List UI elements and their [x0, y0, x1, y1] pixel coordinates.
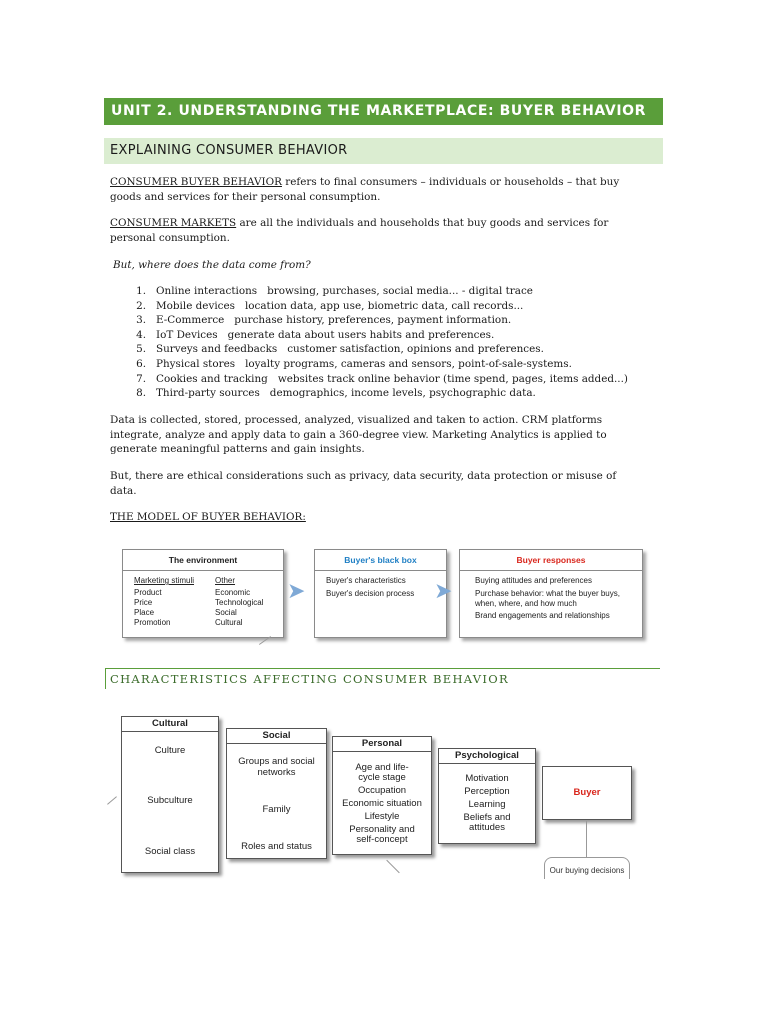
buyer-label: Buyer: [573, 787, 601, 798]
personal-item: Personality and: [349, 824, 415, 835]
response-item: Brand engagements and relationships: [475, 611, 610, 620]
personal-item: Economic situation: [342, 798, 422, 809]
stimulus-item: Product: [134, 588, 162, 597]
personal-item: Lifestyle: [364, 811, 400, 822]
personal-item: cycle stage: [358, 772, 406, 783]
arrow-right-icon: ➤: [287, 579, 306, 604]
other-item: Technological: [215, 598, 264, 607]
cultural-box: [121, 716, 219, 873]
social-title: Social: [227, 729, 326, 744]
connector-line: [586, 821, 587, 857]
psychological-box: [438, 748, 536, 844]
list-item: 3. E-Commerce purchase history, preferences, payment information.: [136, 314, 512, 327]
personal-box: [332, 736, 432, 855]
personal-item: self-concept: [356, 834, 408, 845]
consumer-buyer-behavior-definition: [110, 175, 658, 204]
other-title: Other: [215, 576, 236, 585]
characteristics-heading: CHARACTERISTICS AFFECTING CONSUMER BEHAVIOR: [105, 668, 660, 689]
response-item: Purchase behavior: what the buyer buys,: [475, 589, 620, 598]
personal-item: Age and life-: [355, 762, 409, 773]
stimulus-item: Place: [134, 608, 155, 617]
personal-title: Personal: [333, 737, 431, 752]
cm-text-2: personal consumption.: [110, 231, 230, 244]
stimulus-item: Price: [134, 598, 153, 607]
black-box-title: Buyer's black box: [315, 550, 446, 571]
black-box: [314, 549, 447, 638]
list-item: 6. Physical stores loyalty programs, cameras and sensors, point-of-sale-systems.: [136, 357, 572, 370]
cm-term: CONSUMER MARKETS: [110, 217, 237, 229]
cultural-item: Culture: [154, 745, 186, 756]
model-heading: THE MODEL OF BUYER BEHAVIOR:: [110, 511, 306, 523]
unit-title-bar: UNIT 2. UNDERSTANDING THE MARKETPLACE: BUYER BEHAVIOR: [104, 98, 663, 125]
other-item: Economic: [215, 588, 251, 597]
psychological-item: attitudes: [469, 822, 505, 833]
personal-item: Occupation: [357, 785, 407, 796]
section-title-bar: EXPLAINING CONSUMER BEHAVIOR: [104, 138, 663, 164]
cbb-text-2: goods and services for their personal consumption.: [110, 190, 381, 203]
psychological-item: Motivation: [465, 773, 509, 784]
cultural-title: Cultural: [122, 717, 218, 732]
cultural-item: Subculture: [147, 795, 193, 806]
other-item: Cultural: [215, 618, 243, 627]
list-item: 2. Mobile devices location data, app use, biometric data, call records...: [136, 299, 524, 312]
social-item: Roles and status: [241, 841, 312, 852]
black-box-item: Buyer's characteristics: [326, 576, 406, 585]
buying-decisions-caption: Our buying decisions: [544, 857, 630, 879]
response-item: Buying attitudes and preferences: [475, 576, 592, 585]
cultural-item: Social class: [144, 846, 196, 857]
pointer-line: [107, 796, 117, 804]
social-box: [226, 728, 327, 859]
psychological-item: Beliefs and: [463, 812, 511, 823]
data-question: But, where does the data come from?: [113, 259, 311, 271]
consumer-markets-definition: [110, 216, 658, 245]
cbb-term: CONSUMER BUYER BEHAVIOR: [110, 176, 282, 188]
social-item: networks: [257, 767, 296, 778]
pointer-line: [386, 860, 399, 873]
social-item: Family: [262, 804, 291, 815]
list-item: 4. IoT Devices generate data about users habits and preferences.: [136, 328, 495, 341]
psychological-title: Psychological: [439, 749, 535, 764]
cbb-text-1: refers to final consumers – individuals or households – that buy: [281, 176, 620, 188]
environment-title: The environment: [123, 550, 283, 571]
black-box-item: Buyer's decision process: [326, 589, 415, 598]
psychological-item: Learning: [468, 799, 506, 810]
response-item: when, where, and how much: [475, 599, 577, 608]
buyer-box: [542, 766, 632, 820]
environment-box: [122, 549, 284, 638]
data-processing-paragraph: Data is collected, stored, processed, analyzed, visualized and taken to action. CRM platforms integrate, analyze and apply data to gain a 360-degree view. Marketing Analytics is applied to generate meaningful patterns and gain insights.: [110, 414, 607, 455]
list-item: 5. Surveys and feedbacks customer satisfaction, opinions and preferences.: [136, 343, 544, 356]
social-item: Groups and social: [238, 756, 315, 767]
stimulus-item: Promotion: [134, 618, 171, 627]
list-item: 7. Cookies and tracking websites track online behavior (time spend, pages, items added...): [136, 372, 628, 385]
psychological-item: Perception: [464, 786, 510, 797]
marketing-stimuli-title: Marketing stimuli: [134, 576, 195, 585]
buyer-responses-title: Buyer responses: [460, 550, 642, 571]
cm-text-1: are all the individuals and households that buy goods and services for: [236, 217, 609, 229]
list-item: 8. Third-party sources demographics, income levels, psychographic data.: [136, 387, 536, 400]
ethics-paragraph: But, there are ethical considerations such as privacy, data security, data protection or misuse of data.: [110, 470, 617, 497]
arrow-right-icon: ➤: [434, 579, 453, 604]
list-item: 1. Online interactions browsing, purchases, social media... - digital trace: [136, 285, 533, 297]
data-sources-list: [110, 284, 658, 401]
other-item: Social: [215, 608, 237, 617]
buyer-responses-box: [459, 549, 643, 638]
